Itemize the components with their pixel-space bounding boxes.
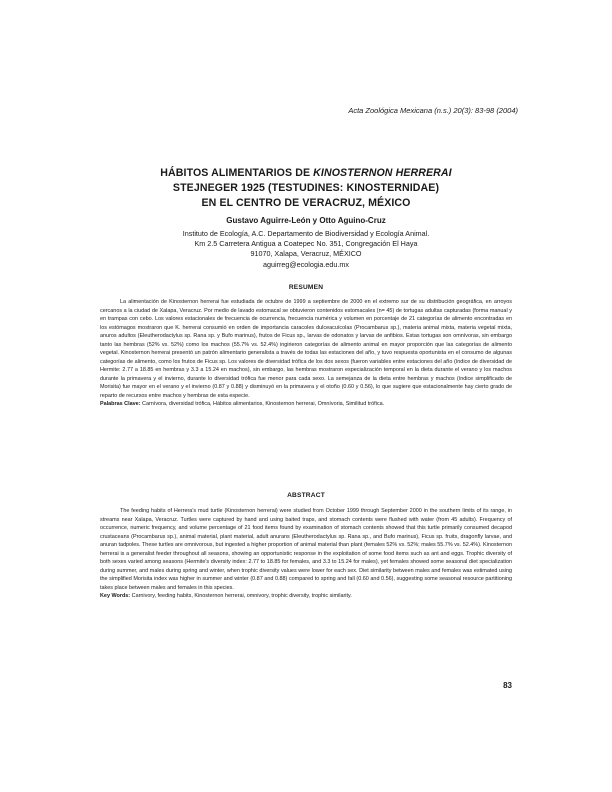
author-email: aguirreg@ecologia.edu.mx [262,259,349,269]
page-number: 83 [503,681,512,690]
abstract-heading: ABSTRACT [287,492,325,499]
abstract-keywords-label: Key Words: [100,593,131,599]
article-title [0,166,612,211]
resumen-section [100,298,512,409]
title-species-name: KINOSTERNON HERRERAI [313,167,452,179]
author-names: Gustavo Aguirre-León y Otto Aguino-Cruz [226,216,386,225]
abstract-keywords-text: Carnivory, feeding habits, Kinosternon herrerai, omnivory, trophic diversity, trophic similarity. [131,593,352,599]
affiliation [0,229,612,270]
journal-reference: Acta Zoológica Mexicana (n.s.) 20(3): 83-98 (2004) [348,106,518,115]
affiliation-line-2: Km 2.5 Carretera Antigua a Coatepec No. 351, Congregación El Haya [194,239,418,249]
title-line-1 [0,166,612,181]
title-line-2: STEJNEGER 1925 (TESTUDINES: KINOSTERNIDAE) [172,182,440,194]
abstract-body: The feeding habits of Herrera's mud turtle (Kinosternon herrerai) were studied from October 1999 through September 2000 in the southern limits of its range, in streams near Xalapa, Veracruz. Turtles were captured by hand and using baited traps, and stomach contents were flushed with water (from 45 adults). Frequency of occurrence, numeric frequency, and volume percentage of 21 food items found by examination of stomach contents showed that this turtle primarily consumed decapod crustaceans (Procambarus sp.), animal material, plant material, adult anurans (Eleutherodactylus sp. Rana sp., and Bufo marinus), Ficus sp. fruits, dragonfly larvae, and anuran tadpoles. These turtles are omnivorous, but ingested a higher proportion of animal material than plant (females 52% vs. 52%; males 55.7% vs. 52.4%). Kinosternon herrerai is a generalist feeder throughout all seasons, showing an opportunistic response in the exploitation of some food items such as ant and eggs. Trophic diversity of both sexes varied among seasons (Hermite's diversity index: 2.77 to 18.85 for females, and 3.3 to 15.24 for males), yet females showed some seasonal diet specialization during summer, and males during spring and winter, when trophic diversity values were lower for each sex. Diet similarity between males and females was estimated using the simplified Morisita index was higher in summer and winter (0.87 and 0.88) compared to spring and fall (0.60 and 0.56), suggesting some seasonal resource partitioning takes place between males and females in this species. [100,508,512,591]
resumen-keywords [100,400,512,409]
title-line-3: EN EL CENTRO DE VERACRUZ, MÉXICO [201,197,411,209]
affiliation-line-1: Instituto de Ecología, A.C. Departamento de Biodiversidad y Ecología Animal. [182,229,430,238]
title-line-1-prefix: HÁBITOS ALIMENTARIOS DE [160,167,314,179]
resumen-body: La alimentación de Kinosternon herrerai fue estudiada de octubre de 1999 a septiembre de 2000 en el extremo sur de su distribución geográfica, en arroyos cercanos a la ciudad de Xalapa, Veracruz. Por medio de lavado estomacal se obtuvieron contenidos estomacales (n= 45) de tortugas adultas capturadas (forma manual y en trampas con cebo. Los valores estacionales de frecuencia de ocurrencia, frecuencia numérica y volumen en porcentaje de 21 categorías de alimento encontradas en los estómagos mostraron que K. herrerai consumió en orden de importancia caracoles dulceacuícolas (Procambarus sp.), materia animal mixta, materia vegetal mixta, anuros adultos (Eleutherodactylus sp. Rana sp. y Bufo marinus), frutos de Ficus sp., larvas de odonatos y larvas de anfibios. Estas tortugas son omnívoras, sin embargo tanto las hembras (52% vs. 52%) como los machos (55.7% vs. 52.4%) ingirieron categorías de alimento animal en mayor proporción que las categorías de alimento vegetal. Kinosternon herrerai presentó un patrón alimentario generalista a través de todas las estaciones del año, y tuvo respuesta oportunista en el consumo de algunas categorías de alimento, como los frutos de Ficus sp. Los valores de diversidad trófica de los dos sexos (fueron variables entre estaciones del año (índice de diversidad de Hermite: 2.77 a 18.85 en hembras y 3.3 a 15.24 en machos), sin embargo, las hembras mostraron especialización temporal en la dieta durante el verano y los machos durante la primavera y el invierno, durante lo diversidad trófica fue menor para cada sexo. La semejanza de la dieta entre hembras y machos (índice simplificado de Morisita) fue mayor en el verano y el invierno (0.87 y 0.88) y disminuyó en la primavera y el otoño (0.60 y 0.56), lo que sugiere que estacionalmente hay cierto grado de reparto de recursos entre machos y hembras de esta especie. [100,299,512,399]
resumen-heading: RESUMEN [288,284,324,291]
resumen-keywords-text: Carnívora, diversidad trófica, Hábitos alimentarios, Kinosternon herrerai, Omnívoria, Similitud trófica. [142,401,385,407]
affiliation-line-3: 91070, Xalapa, Veracruz, MÉXICO [250,249,362,259]
abstract-keywords [100,592,512,601]
abstract-section [100,507,512,601]
resumen-keywords-label: Palabras Clave: [100,401,141,407]
